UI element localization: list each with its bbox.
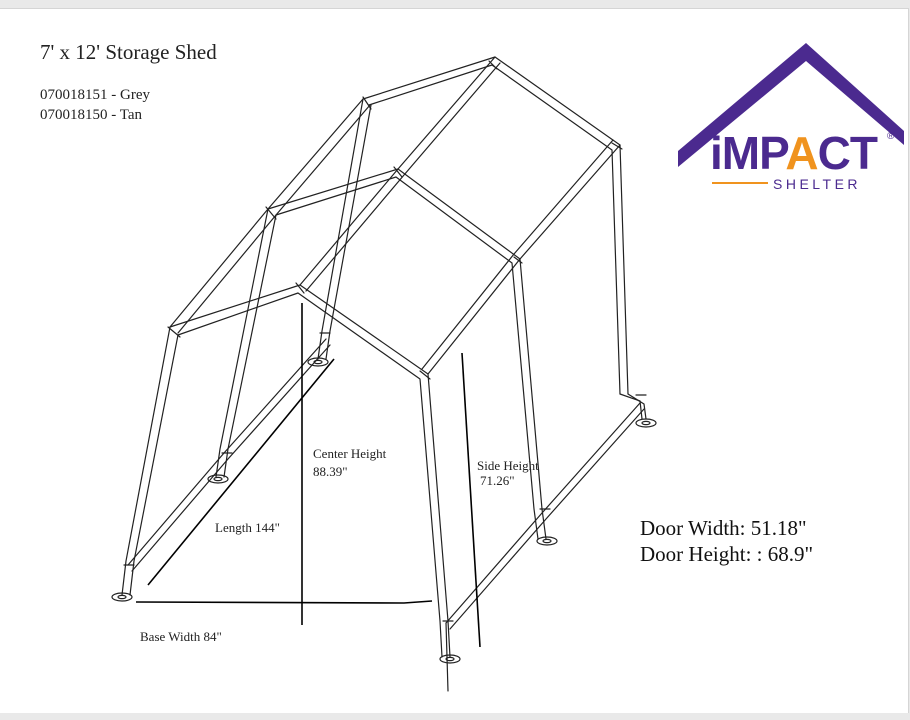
door-width: Door Width: 51.18" — [640, 516, 807, 540]
back-frame — [318, 57, 628, 394]
sku-tan: 070018150 - Tan — [40, 107, 142, 123]
impact-shelter-logo — [672, 43, 904, 201]
side-height-line — [462, 353, 480, 647]
center-height-label: Center Height — [313, 446, 387, 461]
foot-plates — [112, 358, 656, 663]
svg-text:iMPACT: iMPACT — [710, 127, 877, 179]
legs — [620, 394, 646, 419]
base-width-label: Base Width 84" — [140, 629, 222, 644]
joints — [124, 61, 646, 621]
length-line — [148, 359, 334, 585]
base-width-line — [136, 601, 432, 603]
svg-text:®: ® — [887, 131, 895, 142]
roof-purlins — [170, 57, 620, 374]
door-height: Door Height: : 68.9" — [640, 542, 814, 566]
page-title: 7' x 12' Storage Shed — [40, 40, 217, 64]
length-label: Length 144" — [215, 520, 280, 535]
front-frame — [122, 285, 450, 657]
side-height-label: Side Height — [477, 458, 539, 473]
sku-grey: 070018151 - Grey — [40, 87, 150, 103]
center-height-value: 88.39" — [313, 464, 348, 479]
svg-text:SHELTER: SHELTER — [773, 176, 862, 192]
diagram-sheet — [0, 8, 909, 713]
side-height-value: 71.26" — [480, 473, 515, 488]
